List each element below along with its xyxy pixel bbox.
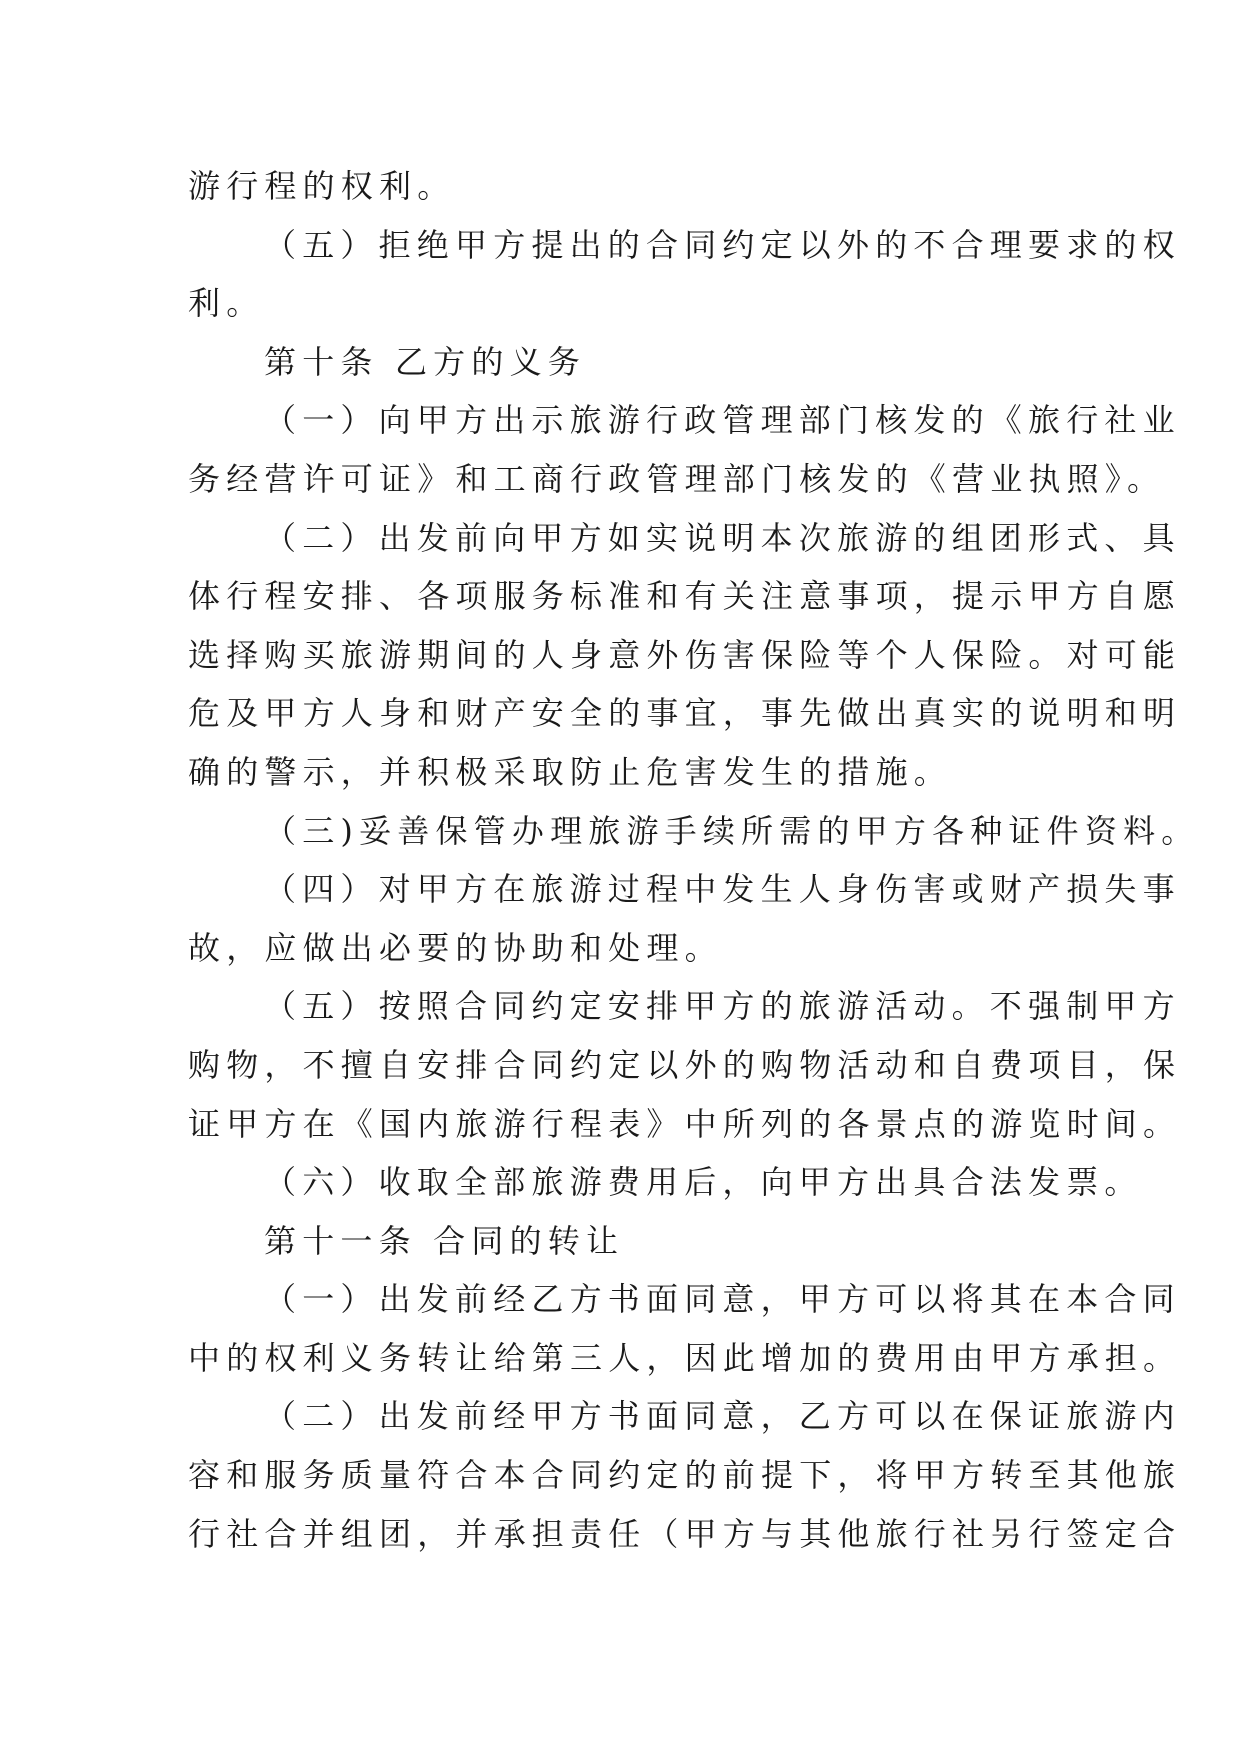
text-line: （四）对甲方在旅游过程中发生人身伤害或财产损失事	[264, 870, 1181, 909]
text-line: （五）拒绝甲方提出的合同约定以外的不合理要求的权	[264, 225, 1181, 264]
contract-text-body	[188, 157, 1200, 1563]
text-line: 利。	[188, 284, 265, 323]
text-line: 游行程的权利。	[188, 167, 456, 205]
text-line: （二）出发前向甲方如实说明本次旅游的组团形式、具	[264, 518, 1181, 557]
text-line: 故，应做出必要的协助和处理。	[188, 928, 723, 967]
text-line: 容和服务质量符合本合同约定的前提下，将甲方转至其他旅	[188, 1456, 1182, 1495]
text-line: （一）向甲方出示旅游行政管理部门核发的《旅行社业	[264, 401, 1181, 440]
text-line: （一）出发前经乙方书面同意，甲方可以将其在本合同	[264, 1280, 1181, 1319]
text-line: 行社合并组团，并承担责任（甲方与其他旅行社另行签定合	[188, 1514, 1182, 1553]
section-heading: 第十条 乙方的义务	[264, 342, 586, 381]
text-line: 危及甲方人身和财产安全的事宜，事先做出真实的说明和明	[188, 694, 1182, 733]
text-line: 中的权利义务转让给第三人，因此增加的费用由甲方承担。	[188, 1338, 1182, 1377]
text-line: 务经营许可证》和工商行政管理部门核发的《营业执照》。	[188, 459, 1166, 498]
section-heading: 第十一条 合同的转让	[264, 1221, 625, 1260]
text-line: （五）按照合同约定安排甲方的旅游活动。不强制甲方	[264, 987, 1181, 1026]
text-line: （三)妥善保管办理旅游手续所需的甲方各种证件资料。	[264, 811, 1200, 850]
text-line: 证甲方在《国内旅游行程表》中所列的各景点的游览时间。	[188, 1104, 1182, 1143]
text-line: （二）出发前经甲方书面同意，乙方可以在保证旅游内	[264, 1397, 1181, 1436]
text-line: （六）收取全部旅游费用后，向甲方出具合法发票。	[264, 1163, 1143, 1202]
text-line: 选择购买旅游期间的人身意外伤害保险等个人保险。对可能	[188, 635, 1182, 674]
text-line: 购物，不擅自安排合同约定以外的购物活动和自费项目，保	[188, 1045, 1182, 1084]
text-line: 确的警示，并积极采取防止危害发生的措施。	[188, 752, 953, 791]
text-line: 体行程安排、各项服务标准和有关注意事项，提示甲方自愿	[188, 577, 1182, 616]
